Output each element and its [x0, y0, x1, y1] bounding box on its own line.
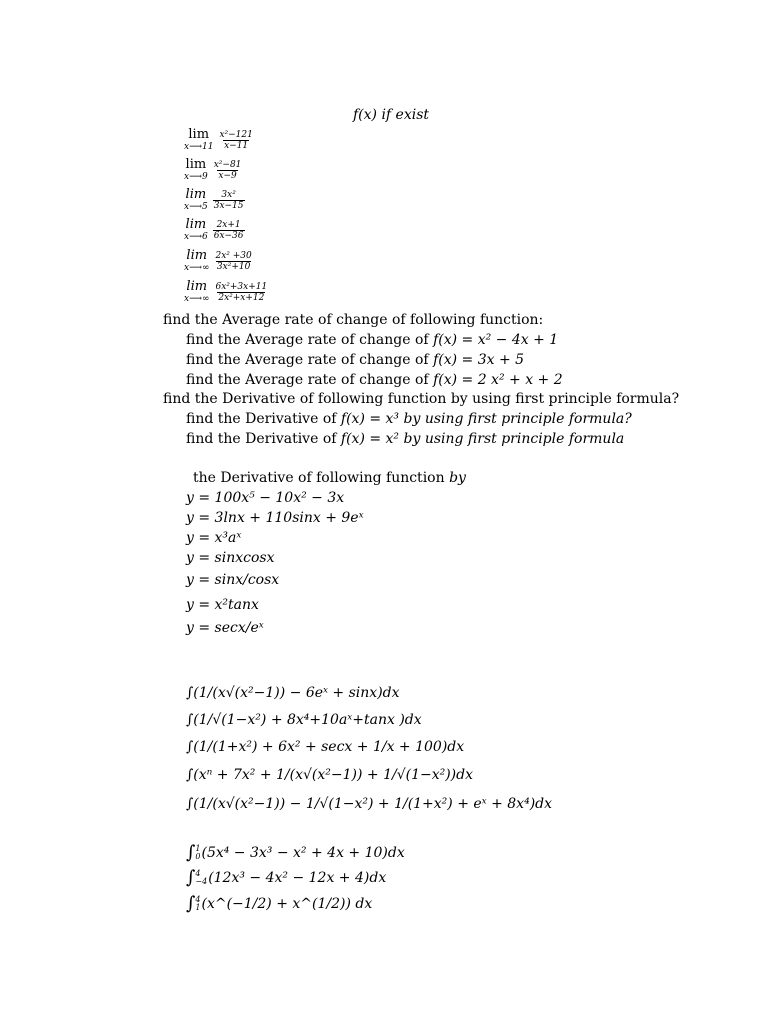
avg-rate-item-1	[186, 333, 558, 347]
limit-5	[184, 249, 255, 273]
numerator: x²−121	[219, 129, 253, 140]
derivative-item-4: y = sinxcosx	[186, 550, 275, 566]
integrand: (x^(−1/2) + x^(1/2)) dx	[201, 896, 373, 912]
item-prefix: find the Average rate of change of	[186, 372, 429, 388]
denominator: 3x²+10	[216, 261, 251, 272]
derivative-item-7: y = secx/eˣ	[186, 620, 264, 636]
lim-word: lim	[185, 187, 207, 202]
title-text: the Derivative of following function	[193, 470, 445, 486]
derivative-item-1: y = 100x⁵ − 10x² − 3x	[186, 490, 345, 506]
denominator: x−11	[224, 140, 249, 151]
integral-1: ∫(1/(x√(x²−1)) − 6eˣ + sinx)dx	[186, 685, 400, 701]
lim-under: x⟶11	[184, 142, 214, 152]
integral-2: ∫(1/√(1−x²) + 8x⁴+10aˣ+tanx )dx	[186, 712, 422, 728]
lim-word: lim	[185, 217, 207, 232]
lim-under: x⟶∞	[184, 263, 210, 273]
numerator: 2x² +30	[215, 250, 252, 261]
lim-under: x⟶5	[184, 202, 208, 212]
lim-word: lim	[188, 127, 210, 142]
definite-integral-1	[186, 844, 405, 862]
lim-under: x⟶6	[184, 232, 208, 242]
upper-limit: 4	[195, 895, 201, 904]
item-prefix: find the Derivative of	[186, 431, 337, 447]
derivative-title	[193, 471, 466, 485]
numerator: x²−81	[213, 159, 242, 170]
limit-3	[184, 188, 247, 212]
numerator: 3x²	[221, 189, 236, 200]
integral-5: ∫(1/(x√(x²−1)) − 1/√(1−x²) + 1/(1+x²) + eˣ + 8x⁴)dx	[186, 796, 553, 812]
lim-under: x⟶∞	[184, 294, 210, 304]
derivative-item-2: y = 3lnx + 110sinx + 9eˣ	[186, 510, 364, 526]
item-prefix: find the Average rate of change of	[186, 332, 429, 348]
lim-word: lim	[186, 248, 208, 263]
derivative-item-3: y = x³aˣ	[186, 530, 242, 546]
avg-rate-item-2	[186, 353, 524, 367]
derivative-fp-item-2	[186, 432, 624, 446]
lower-limit: 0	[195, 852, 201, 861]
upper-limit: 4	[195, 869, 201, 878]
integral-sign: ∫	[186, 842, 196, 863]
limit-4	[184, 218, 247, 242]
function-expr: f(x) = x² by using first principle formula	[340, 431, 625, 447]
function-expr: f(x) = x² − 4x + 1	[433, 332, 559, 348]
lim-under: x⟶9	[184, 172, 208, 182]
integral-4: ∫(xⁿ + 7x² + 1/(x√(x²−1)) + 1/√(1−x²))dx	[186, 767, 473, 783]
numerator: 2x+1	[216, 219, 241, 230]
integral-sign: ∫	[186, 867, 196, 888]
limit-2	[184, 158, 244, 182]
denominator: 6x−36	[213, 230, 244, 241]
lower-limit: 1	[195, 903, 201, 912]
integrand: (5x⁴ − 3x³ − x² + 4x + 10)dx	[201, 845, 405, 861]
function-expr: f(x) = 3x + 5	[433, 352, 525, 368]
derivative-fp-title: find the Derivative of following function by using first principle formula?	[163, 391, 680, 407]
limit-6	[184, 280, 270, 304]
avg-rate-item-3	[186, 373, 563, 387]
denominator: 2x²+x+12	[218, 292, 265, 303]
definite-integral-3	[186, 895, 372, 913]
upper-limit: 1	[195, 844, 201, 853]
denominator: 3x−15	[213, 200, 244, 211]
title-by: by	[449, 470, 466, 486]
denominator: x−9	[218, 170, 237, 181]
limit-1	[184, 128, 256, 152]
lim-word: lim	[185, 157, 207, 172]
derivative-fp-item-1	[186, 412, 632, 426]
heading: f(x) if exist	[353, 107, 430, 123]
function-expr: f(x) = 2 x² + x + 2	[433, 372, 563, 388]
item-prefix: find the Average rate of change of	[186, 352, 429, 368]
derivative-item-6: y = x²tanx	[186, 597, 259, 613]
lim-word: lim	[186, 279, 208, 294]
derivative-item-5: y = sinx/cosx	[186, 572, 280, 588]
integrand: (12x³ − 4x² − 12x + 4)dx	[208, 870, 387, 886]
integral-sign: ∫	[186, 893, 196, 914]
definite-integral-2	[186, 869, 386, 887]
avg-rate-title: find the Average rate of change of following function:	[163, 312, 544, 328]
integral-3: ∫(1/(1+x²) + 6x² + secx + 1/x + 100)dx	[186, 739, 465, 755]
lower-limit: −4	[195, 877, 208, 886]
item-prefix: find the Derivative of	[186, 411, 337, 427]
numerator: 6x²+3x+11	[215, 281, 268, 292]
function-expr: f(x) = x³ by using first principle formula?	[340, 411, 632, 427]
